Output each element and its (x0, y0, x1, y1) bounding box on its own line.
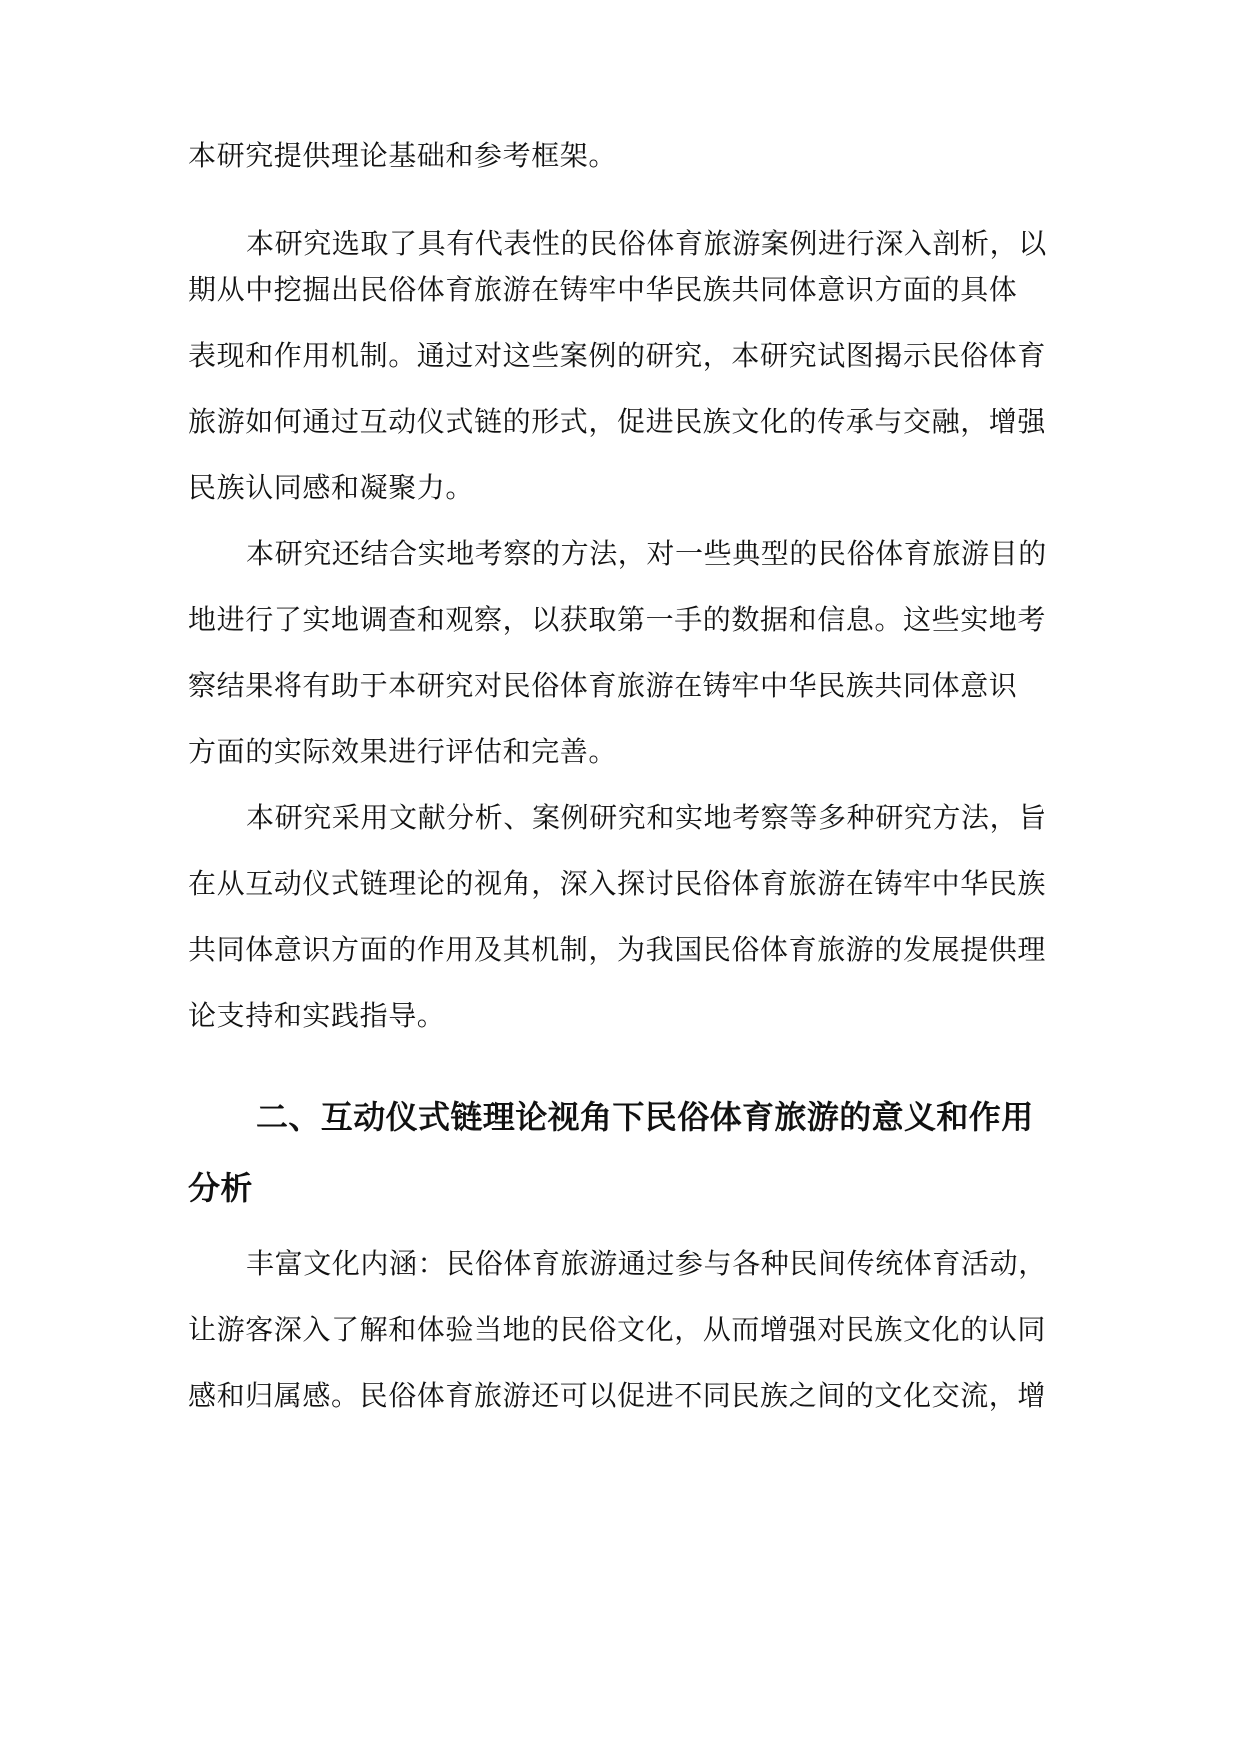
paragraph-line: 共同体意识方面的作用及其机制，为我国民俗体育旅游的发展提供理 (188, 933, 1047, 966)
paragraph-line: 感和归属感。民俗体育旅游还可以促进不同民族之间的文化交流，增 (188, 1379, 1047, 1412)
paragraph-line: 表现和作用机制。通过对这些案例的研究，本研究试图揭示民俗体育 (188, 339, 1047, 372)
paragraph-line: 丰富文化内涵：民俗体育旅游通过参与各种民间传统体育活动， (246, 1247, 1047, 1280)
paragraph-line: 地进行了实地调查和观察，以获取第一手的数据和信息。这些实地考 (188, 603, 1047, 636)
paragraph-line: 让游客深入了解和体验当地的民俗文化，从而增强对民族文化的认同 (188, 1313, 1047, 1346)
paragraph-line: 察结果将有助于本研究对民俗体育旅游在铸牢中华民族共同体意识 (188, 669, 1018, 702)
paragraph-line: 本研究采用文献分析、案例研究和实地考察等多种研究方法，旨 (246, 801, 1047, 834)
paragraph-line: 方面的实际效果进行评估和完善。 (188, 735, 618, 768)
paragraph-line: 期从中挖掘出民俗体育旅游在铸牢中华民族共同体意识方面的具体 (188, 273, 1018, 306)
paragraph-line: 本研究选取了具有代表性的民俗体育旅游案例进行深入剖析，以 (246, 227, 1047, 260)
paragraph-line: 本研究提供理论基础和参考框架。 (188, 139, 618, 172)
paragraph-line: 民族认同感和凝聚力。 (188, 471, 475, 504)
paragraph-line: 本研究还结合实地考察的方法，对一些典型的民俗体育旅游目的 (246, 537, 1047, 570)
section-heading: 二、互动仪式链理论视角下民俗体育旅游的意义和作用 (256, 1098, 1034, 1136)
paragraph-line: 在从互动仪式链理论的视角，深入探讨民俗体育旅游在铸牢中华民族 (188, 867, 1047, 900)
paragraph-line: 旅游如何通过互动仪式链的形式，促进民族文化的传承与交融，增强 (188, 405, 1047, 438)
paragraph-line: 论支持和实践指导。 (188, 999, 446, 1032)
section-heading: 分析 (188, 1169, 253, 1207)
